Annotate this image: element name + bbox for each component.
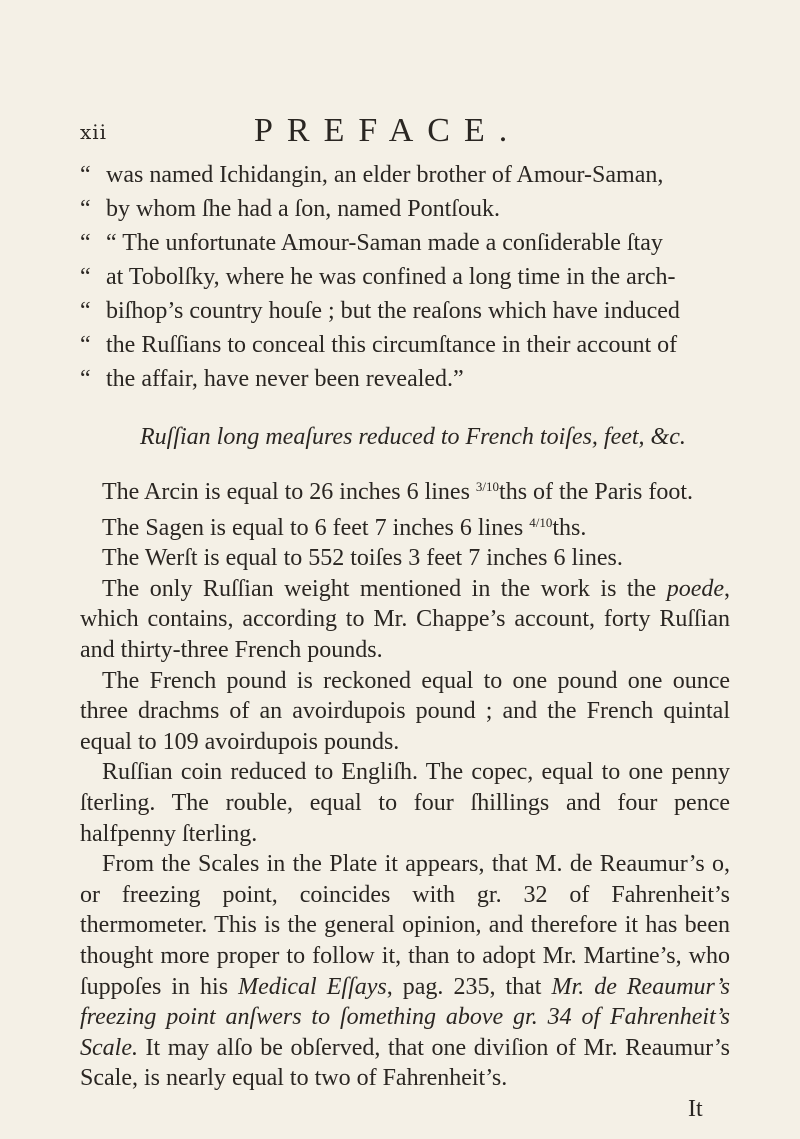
weight-text: The only Ruſſian weight mentioned in the work is the	[102, 575, 667, 602]
quote-text: was named Ichidangin, an elder brother of Amour-Saman,	[106, 162, 664, 188]
catchword: It	[688, 1096, 703, 1122]
fraction: 4/10	[529, 514, 553, 530]
quotation-block	[80, 162, 730, 400]
paragraph-werst: The Werſt is equal to 552 toiſes 3 feet 7 inches 6 lines.	[102, 545, 623, 572]
arcin-text: The Arcin is equal to 26 inches 6 lines	[102, 479, 476, 505]
quote-mark: “	[80, 298, 91, 324]
quote-line	[80, 162, 730, 196]
quote-mark: “	[80, 366, 91, 392]
page-number: xii	[80, 120, 108, 144]
paragraph-sagen	[80, 508, 730, 544]
scales-text-3: It may alſo be obſerved, that one diviſion of Mr. Reaumur’s Scale, is nearly equal to two of Fahrenheit’s.	[80, 1034, 730, 1092]
quote-line	[80, 264, 730, 298]
paragraph-arcin	[80, 472, 730, 508]
scales-text: From the Scales in the Plate it appears, that M. de Reaumur’s o, or freezing point, coincides with gr. 32 of Fahrenheit’s thermometer. This is the general opinion, and therefore it has been thought more proper to follow it, than to adopt Mr. Martine’s, who ſuppoſes in his	[80, 851, 730, 1000]
quote-line	[80, 366, 730, 400]
running-head: PREFACE.	[254, 112, 522, 149]
arcin-text-end: ths of the Paris foot.	[499, 479, 694, 505]
quote-line	[80, 298, 730, 332]
quoted-claim: Mr. de Reaumur’s freezing point anſwers to ſomething above gr. 34 of Fahrenheit’s Scale.	[80, 973, 731, 1061]
quote-text: by whom ſhe had a ſon, named Pontſouk.	[106, 196, 500, 222]
fraction: 3/10	[475, 479, 500, 494]
quote-mark: “	[80, 264, 91, 290]
paragraph-pound: The French pound is reckoned equal to one pound one ounce three drachms of an avoirdupois pound ; and the French quintal equal to 109 avoirdupois pounds.	[80, 667, 730, 755]
quote-text: the affair, have never been revealed.”	[106, 366, 464, 392]
quote-mark: “	[80, 230, 91, 256]
page-header	[80, 112, 720, 152]
quote-text: “ The unfortunate Amour-Saman made a conſiderable ſtay	[106, 230, 663, 256]
quote-text: biſhop’s country houſe ; but the reaſons which have induced	[106, 298, 680, 324]
quote-mark: “	[80, 332, 91, 358]
quote-text: at Tobolſky, where he was confined a long time in the arch-	[106, 264, 676, 290]
paragraph-coin: Ruſſian coin reduced to Engliſh. The copec, equal to one penny ſterling. The rouble, equal to four ſhillings and four pence halfpenny ſterling.	[80, 759, 730, 847]
sagen-text-end: ths.	[552, 514, 587, 541]
weight-term: poede	[666, 575, 724, 602]
section-heading: Ruſſian long meaſures reduced to French toiſes, feet, &c.	[140, 424, 686, 450]
quote-text: the Ruſſians to conceal this circumſtance in their account of	[106, 332, 678, 358]
weight-text-end: , which contains, according to Mr. Chappe’s account, forty Ruſſian and thirty-three French pounds.	[80, 575, 730, 663]
scales-text-2: , pag. 235, that	[386, 973, 552, 1000]
paragraph-weight	[80, 574, 730, 666]
body-text	[80, 472, 730, 1094]
quote-line	[80, 230, 730, 264]
quote-mark: “	[80, 162, 91, 188]
quote-line	[80, 196, 730, 230]
paragraph-scales	[80, 849, 730, 1094]
quote-mark: “	[80, 196, 91, 222]
quote-line	[80, 332, 730, 366]
book-title: Medical Eſſays	[238, 973, 387, 1000]
sagen-text: The Sagen is equal to 6 feet 7 inches 6 lines	[102, 514, 530, 541]
